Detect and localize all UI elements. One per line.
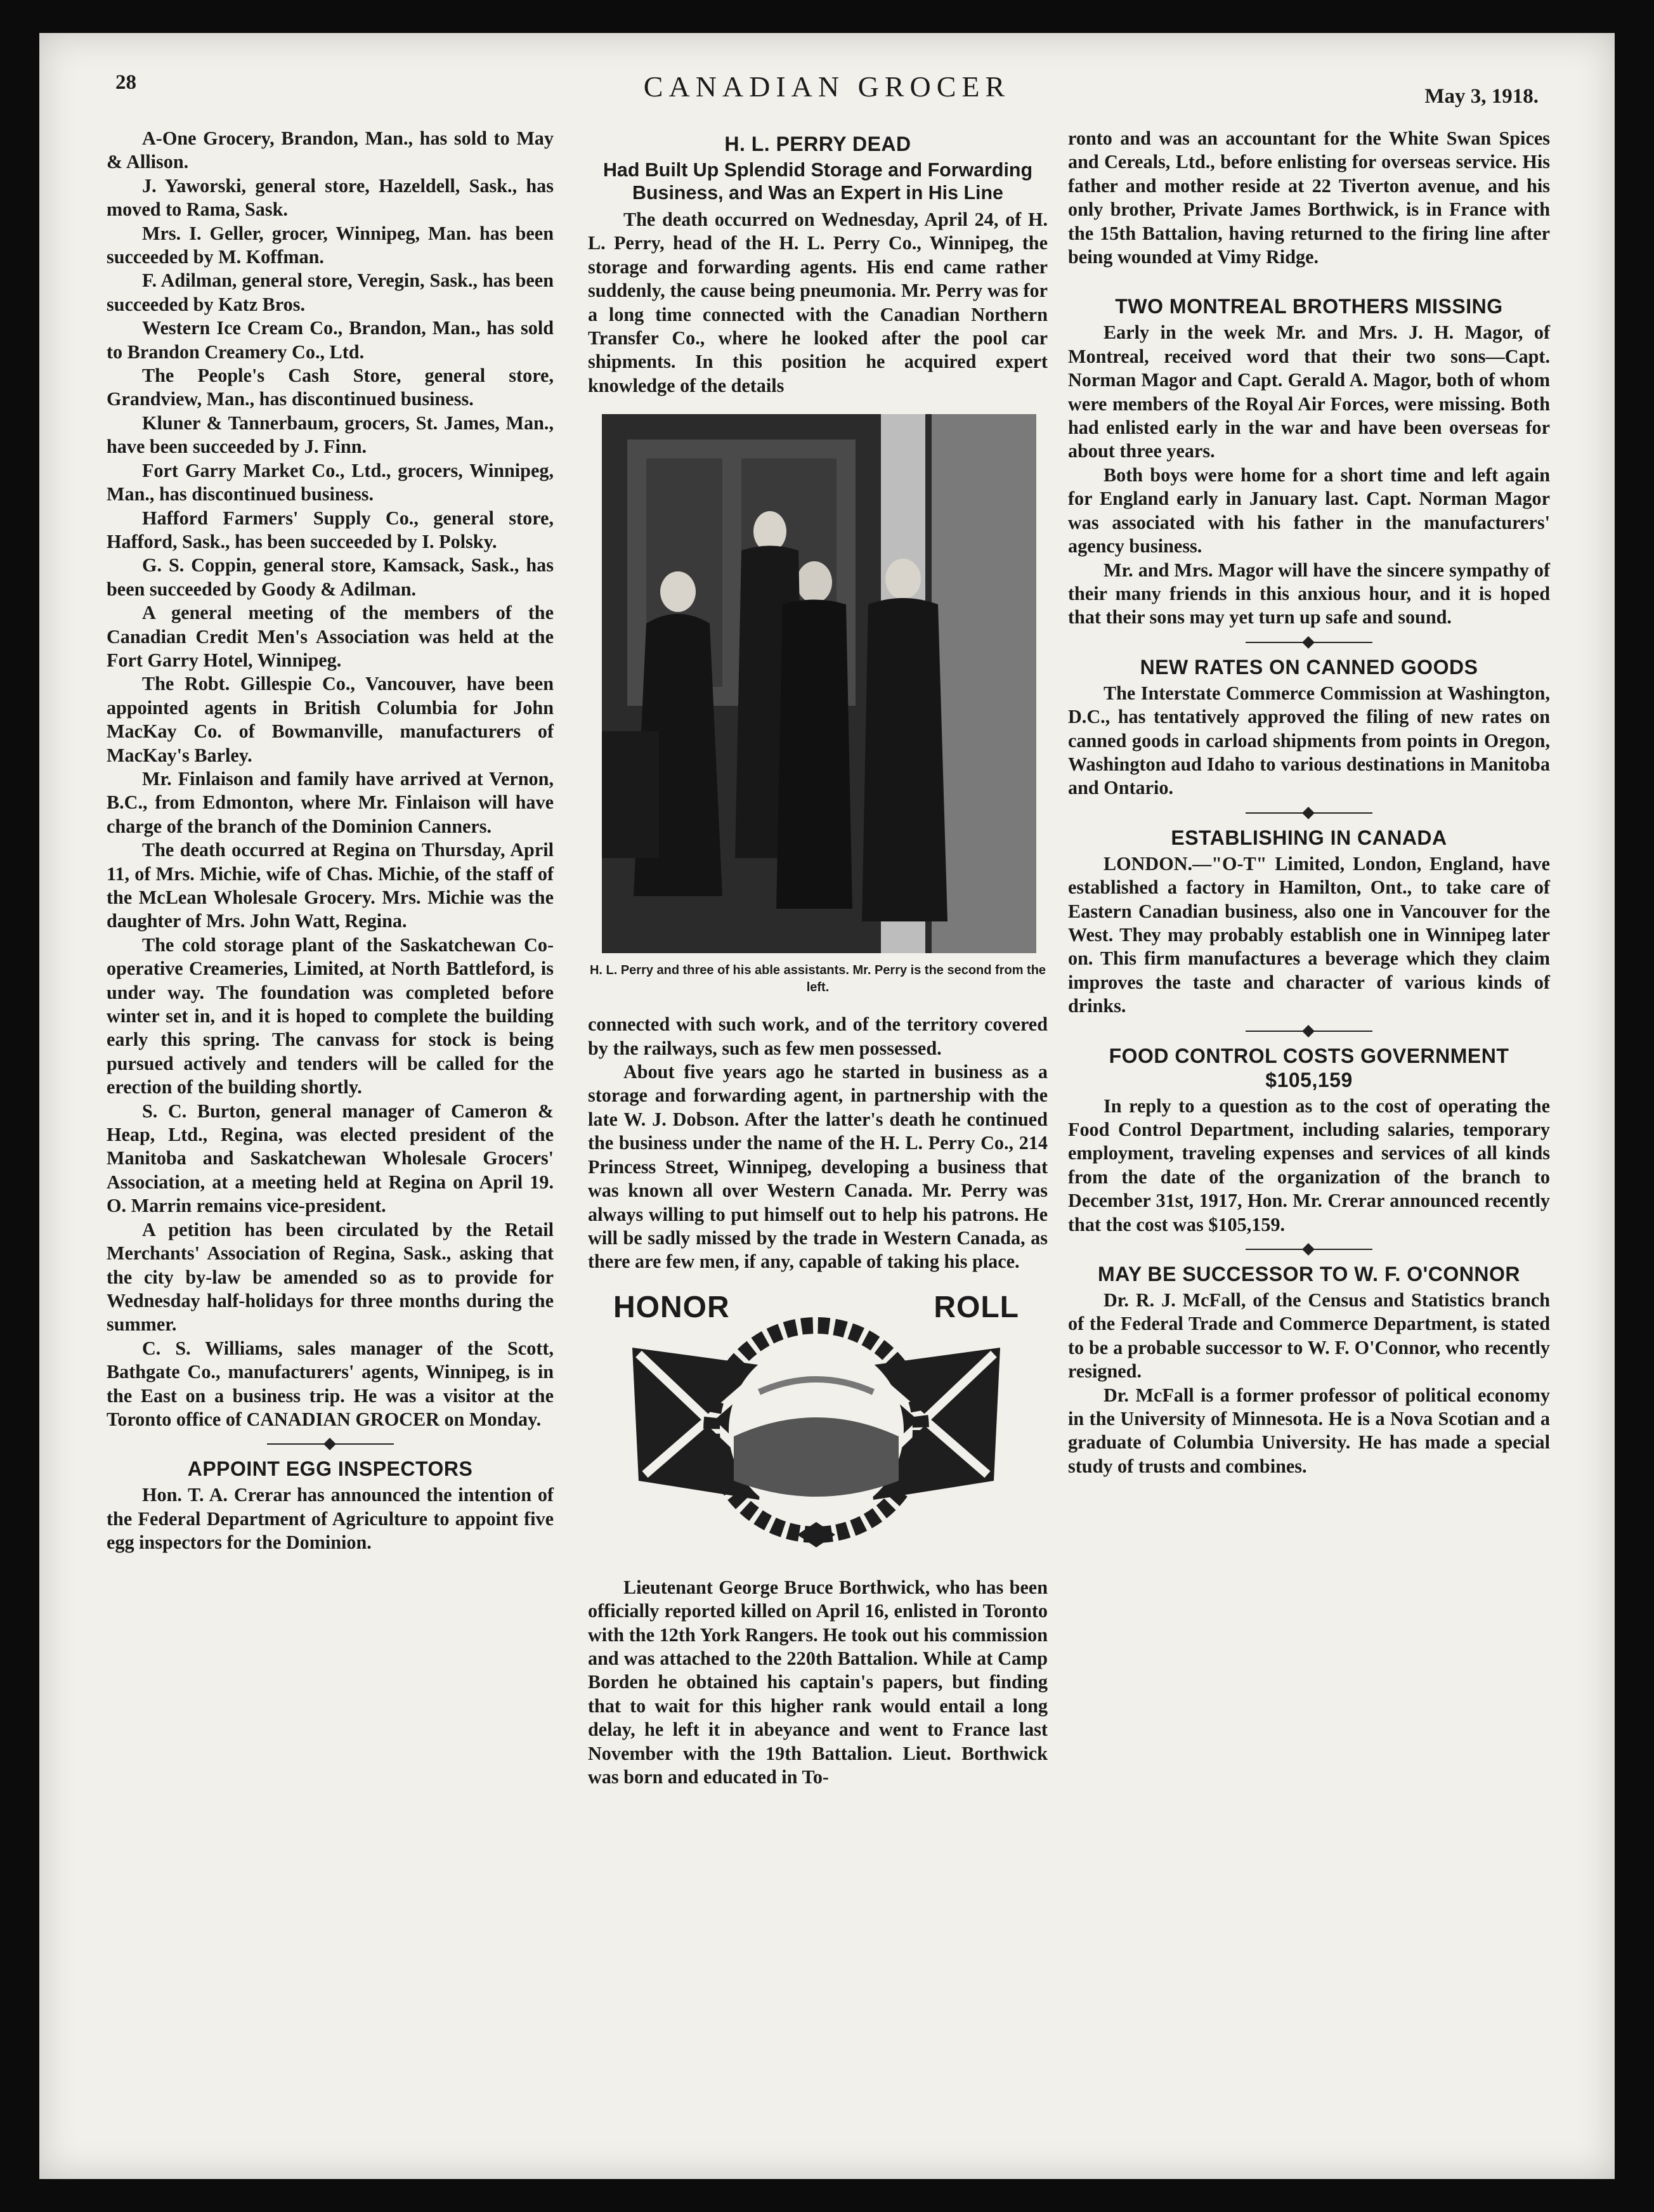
- column-right: [1068, 127, 1550, 1478]
- section-divider: [1246, 807, 1372, 819]
- photo-caption: H. L. Perry and three of his able assistants. Mr. Perry is the second from the left.: [589, 963, 1046, 995]
- section-divider: [1246, 636, 1372, 649]
- successor-heading: MAY BE SUCCESSOR TO W. F. O'CONNOR: [1098, 1263, 1520, 1286]
- newspaper-page: [39, 33, 1615, 2179]
- column-left: [107, 127, 554, 1555]
- perry-paragraph: About five years ago he started in business as a storage and forwarding agent, in partnership with the late W. J. Dobson. After the latter's death he continued the business under the name of the H. L. Perry Co., 214 Princess Street, Winnipeg, developing a business that was known all over Western Canada. Mr. Perry was always willing to put himself out to help his patrons. He will be sadly missed by the trade in Western Canada, as there are few men, if any, capable of taking his place.: [588, 1061, 1048, 1273]
- perry-paragraph: The death occurred on Wednesday, April 24, of H. L. Perry, head of the H. L. Perry Co., Winnipeg, the storage and forwarding agents. His end came rather suddenly, the cause being pneumonia. Mr. Perry was for a long time connected with the Canadian Northern Transfer Co., where he looked after the pool car shipments. In this position he acquired expert knowledge of the details: [588, 209, 1048, 396]
- publication-title: CANADIAN GROCER: [643, 70, 1011, 103]
- news-item: Mr. Finlaison and family have arrived at Vernon, B.C., from Edmonton, where Mr. Finlaison will have charge of the branch of the Dominion Canners.: [107, 767, 554, 837]
- page-number: 28: [115, 71, 136, 94]
- news-item: Kluner & Tannerbaum, grocers, St. James, Man., have been succeeded by J. Finn.: [107, 412, 554, 458]
- news-item: Hafford Farmers' Supply Co., general store, Hafford, Sask., has been succeeded by I. Polsky.: [107, 507, 554, 552]
- establishing-heading: ESTABLISHING IN CANADA: [1171, 826, 1447, 849]
- successor-paragraph: Dr. R. J. McFall, of the Census and Statistics branch of the Federal Trade and Commerce Department, is stated to be a probable successor to W. F. O'Connor, who recently resigned.: [1068, 1289, 1550, 1382]
- news-item: A-One Grocery, Brandon, Man., has sold to May & Allison.: [107, 127, 554, 173]
- canned-goods-paragraph: The Interstate Commerce Commission at Washington, D.C., has tentatively approved the filing of new rates on canned goods in carload shipments from points in Oregon, Washington aud Idaho to various destinations in Manitoba and Ontario.: [1068, 682, 1550, 799]
- perry-heading: H. L. PERRY DEAD: [724, 133, 911, 155]
- montreal-paragraph: Early in the week Mr. and Mrs. J. H. Magor, of Montreal, received word that their two sons—Capt. Norman Magor and Capt. Gerald A. Magor, both of whom were members of the Royal Air Forces, were missing. Both had enlisted early in the war and have been overseas for about three years.: [1068, 322, 1550, 462]
- section-divider: [1246, 1243, 1372, 1256]
- borthwick-continued: ronto and was an accountant for the White Swan Spices and Cereals, Ltd., before enlisting for overseas service. His father and mother reside at 22 Tiverton avenue, and his only brother, Private James Borthwick, is in France with the 15th Battalion, having returned to the firing line after being wounded at Vimy Ridge.: [1068, 127, 1550, 268]
- egg-inspectors-body: Hon. T. A. Crerar has announced the intention of the Federal Department of Agriculture to appoint five egg inspectors for the Dominion.: [107, 1484, 554, 1554]
- news-item: The cold storage plant of the Saskatchewan Co-operative Creameries, Limited, at North Battleford, is under way. The foundation was completed before winter set in, and it is hoped to complete the building early this spring. The canvass for stock is being pursued actively and tenders will be called for the erection of the building shortly.: [107, 934, 554, 1098]
- montreal-brothers-heading: TWO MONTREAL BROTHERS MISSING: [1115, 295, 1503, 318]
- section-divider: [1246, 1025, 1372, 1038]
- egg-inspectors-heading: APPOINT EGG INSPECTORS: [187, 1457, 473, 1481]
- news-item: G. S. Coppin, general store, Kamsack, Sask., has been succeeded by Goody & Adilman.: [107, 554, 554, 600]
- news-item: A general meeting of the members of the Canadian Credit Men's Association was held at the Fort Garry Hotel, Winnipeg.: [107, 602, 554, 671]
- news-item: J. Yaworski, general store, Hazeldell, Sask., has moved to Rama, Sask.: [107, 174, 554, 221]
- news-item: S. C. Burton, general manager of Cameron & Heap, Ltd., Regina, was elected president of the Manitoba and Saskatchewan Wholesale Grocers' Association, at a meeting held at Regina on April 19. O. Marrin remains vice-president.: [107, 1100, 554, 1217]
- borthwick-paragraph: Lieutenant George Bruce Borthwick, who has been officially reported killed on April 16, enlisted in Toronto with the 12th York Rangers. He took out his commission and was attached to the 220th Battalion. While at Camp Borden he obtained his captain's papers, but finding that to wait for this higher rank would entail a long delay, he left it in abeyance and went to France last November with the 19th Battalion. Lieut. Borthwick was born and educated in To-: [588, 1576, 1048, 1788]
- honor-roll-emblem: [594, 1291, 1038, 1557]
- news-item: The death occurred at Regina on Thursday, April 11, of Mrs. Michie, wife of Chas. Michie, of the staff of the McLean Wholesale Grocery. Mrs. Michie was the daughter of Mrs. John Watt, Regina.: [107, 839, 554, 932]
- food-control-paragraph: In reply to a question as to the cost of operating the Food Control Department, including salaries, temporary employment, traveling expenses and services of all kinds from the date of the organization of the branch to December 31st, 1917, Hon. Mr. Crerar announced recently that the cost was $105,159.: [1068, 1095, 1550, 1235]
- establishing-paragraph: LONDON.—"O-T" Limited, London, England, have established a factory in Hamilton, Ont., to take care of Eastern Canadian business, also one in Vancouver for the West. They may probably establish one in Winnipeg later on. This firm manufactures a beverage which they claim improves the taste and character of various kinds of drinks.: [1068, 852, 1550, 1017]
- successor-paragraph: Dr. McFall is a former professor of political economy in the University of Minnesota. He is a Nova Scotian and a graduate of Columbia University. He has made a special study of trusts and combines.: [1068, 1384, 1550, 1477]
- news-item: A petition has been circulated by the Retail Merchants' Association of Regina, Sask., asking that the city by-law be amended so as to provide for Wednesday half-holidays for three months during the summer.: [107, 1218, 554, 1336]
- news-item: The Robt. Gillespie Co., Vancouver, have been appointed agents in British Columbia for John MacKay Co. of Bowmanville, manufacturers of MacKay's Barley.: [107, 673, 554, 766]
- canned-goods-heading: NEW RATES ON CANNED GOODS: [1140, 655, 1478, 679]
- news-item: C. S. Williams, sales manager of the Scott, Bathgate Co., manufacturers' agents, Winnipeg, is in the East on a business trip. He was a visitor at the Toronto office of CANADIAN GROCER on Monday.: [107, 1337, 554, 1430]
- honor-label: HONOR: [613, 1290, 730, 1324]
- perry-subheading: Had Built Up Splendid Storage and Forwarding Business, and Was an Expert in His Line: [602, 159, 1033, 204]
- perry-paragraph: connected with such work, and of the territory covered by the railways, such as few men possessed.: [588, 1013, 1048, 1059]
- news-item: Western Ice Cream Co., Brandon, Man., has sold to Brandon Creamery Co., Ltd.: [107, 317, 554, 363]
- news-item: The People's Cash Store, general store, Grandview, Man., has discontinued business.: [107, 365, 554, 410]
- issue-date: May 3, 1918.: [1424, 85, 1539, 108]
- food-control-heading: FOOD CONTROL COSTS GOVERNMENT $105,159: [1109, 1044, 1509, 1091]
- section-divider: [267, 1438, 394, 1450]
- news-item: Mrs. I. Geller, grocer, Winnipeg, Man. has been succeeded by M. Koffman.: [107, 222, 554, 268]
- news-item: F. Adilman, general store, Veregin, Sask., has been succeeded by Katz Bros.: [107, 270, 554, 315]
- news-item: Fort Garry Market Co., Ltd., grocers, Winnipeg, Man., has discontinued business.: [107, 459, 554, 505]
- perry-photo: [602, 414, 1036, 953]
- montreal-paragraph: Mr. and Mrs. Magor will have the sincere sympathy of their many friends in this anxious hour, and it is hoped that their sons may yet turn up safe and sound.: [1068, 559, 1550, 628]
- column-middle: [588, 127, 1048, 1789]
- roll-label: ROLL: [934, 1290, 1019, 1324]
- montreal-paragraph: Both boys were home for a short time and left again for England early in January last. Capt. Norman Magor was associated with his father in the manufacturers' agency business.: [1068, 464, 1550, 557]
